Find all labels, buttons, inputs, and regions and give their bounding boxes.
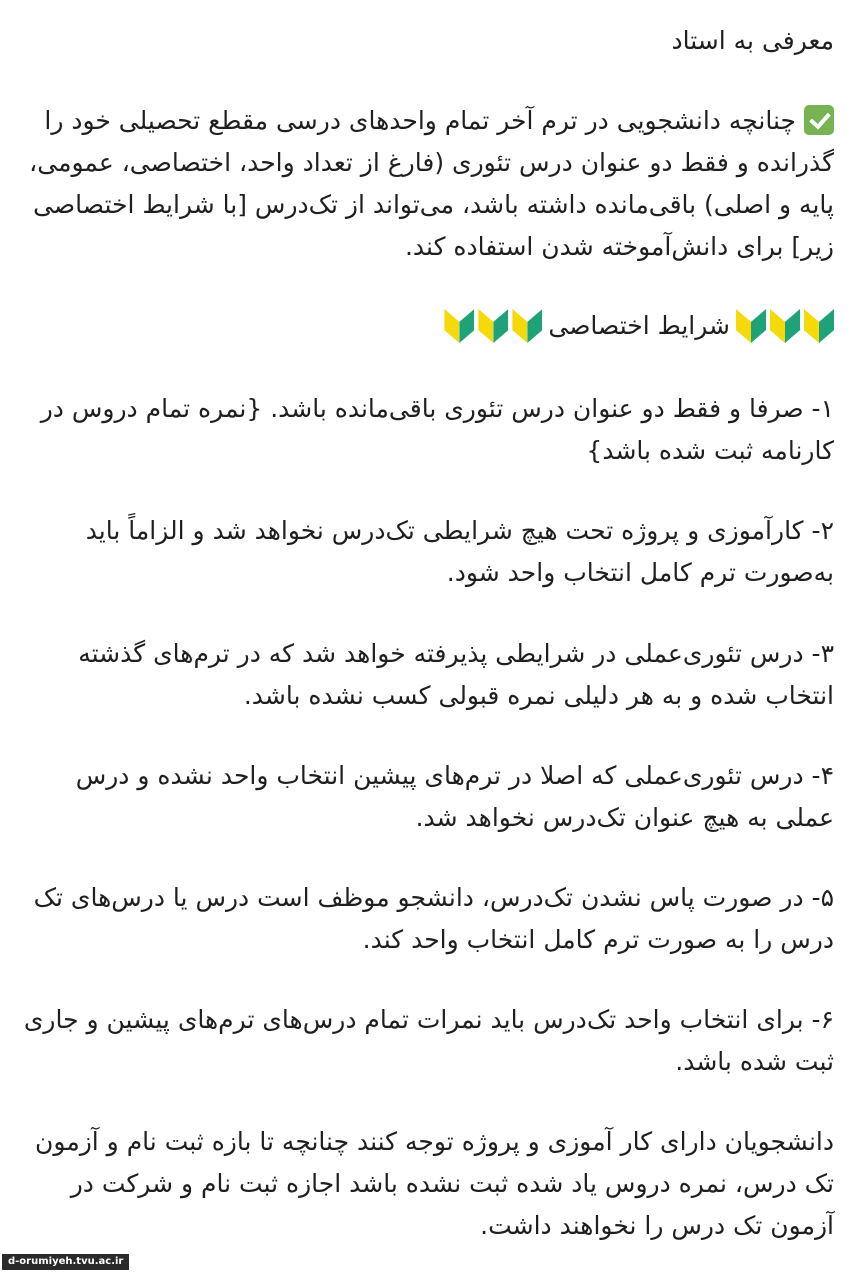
conditions-heading — [18, 305, 834, 347]
japanese-beginner-symbol-icon — [512, 309, 542, 343]
site-watermark: d-orumiyeh.tvu.ac.ir — [2, 1254, 129, 1270]
japanese-beginner-symbol-icon — [478, 309, 508, 343]
intro-paragraph — [18, 100, 834, 268]
rule-item: ۱- صرفا و فقط دو عنوان درس تئوری باقی‌مانده باشد. {نمره تمام دروس در کارنامه ثبت شده باشد} — [40, 394, 834, 465]
rule-item: ۵- در صورت پاس نشدن تک‌درس، دانشجو موظف است درس یا درس‌های تک درس را به صورت ترم کامل انتخاب واحد کند. — [33, 883, 834, 954]
japanese-beginner-symbol-icon — [804, 309, 834, 343]
rule-item: ۴- درس تئوری‌عملی که اصلا در ترم‌های پیشین انتخاب واحد نشده و درس عملی به هیچ عنوان تک‌درس نخواهد شد. — [75, 761, 834, 832]
rule-item: ۳- درس تئوری‌عملی در شرایطی پذیرفته خواهد شد که در ترم‌های گذشته انتخاب شده و به هر دلیلی نمره قبولی کسب نشده باشد. — [78, 639, 834, 710]
intro-text: چنانچه دانشجویی در ترم آخر تمام واحدهای درسی مقطع تحصیلی خود را گذرانده و فقط دو عنوان درس تئوری (فارغ از تعداد واحد، اختصاصی، عمومی، پایه و اصلی) باقی‌مانده داشته باشد، می‌تواند از تک‌درس [با شرایط اختصاصی زیر] برای دانش‌آموخته شدن استفاده کند. — [29, 106, 834, 261]
note-paragraph: دانشجویان دارای کار آموزی و پروژه توجه کنند چنانچه تا بازه ثبت نام و آزمون تک درس، نمره دروس یاد شده ثبت نشده باشد اجازه ثبت نام و شرکت در آزمون تک درس را نخواهند داشت. — [35, 1127, 834, 1240]
check-mark-button-icon — [804, 105, 834, 135]
conditions-heading-label: شرایط اختصاصی — [548, 311, 730, 340]
japanese-beginner-symbol-icon — [770, 309, 800, 343]
rule-item: ۶- برای انتخاب واحد تک‌درس باید نمرات تمام درس‌های ترم‌های پیشین و جاری ثبت شده باشد. — [23, 1005, 834, 1076]
post-content — [18, 0, 834, 1280]
japanese-beginner-symbol-icon — [444, 309, 474, 343]
rule-item: ۲- کارآموزی و پروژه تحت هیچ شرایطی تک‌درس نخواهد شد و الزاماً باید به‌صورت ترم کامل انتخاب واحد شود. — [85, 516, 834, 587]
post-title: معرفی به استاد — [671, 26, 834, 55]
japanese-beginner-symbol-icon — [736, 309, 766, 343]
